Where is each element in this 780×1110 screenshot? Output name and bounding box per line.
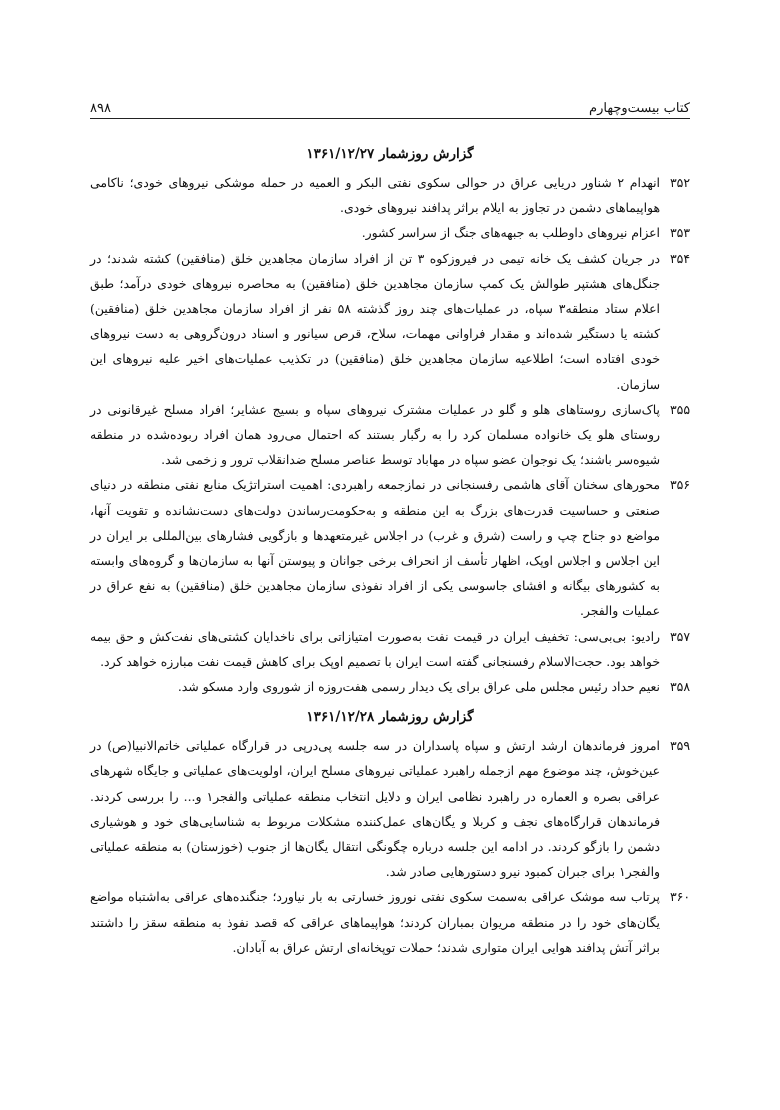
entry-number: ۳۵۷: [670, 628, 690, 644]
entry-number: ۳۵۳: [670, 225, 690, 241]
report-entry: [90, 472, 690, 623]
report-section: [90, 146, 690, 699]
entry-text: نعیم حداد رئیس مجلس ملی عراق برای یک دیدار رسمی هفت‌روزه از شوروی وارد مسکو شد.: [177, 679, 660, 695]
report-entry: [90, 170, 690, 220]
entry-number: ۳۶۰: [670, 889, 690, 905]
entry-text: امروز فرماندهان ارشد ارتش و سپاه پاسداران در سه جلسه پی‌درپی در قرارگاه عملیاتی خاتم‌الانبیا(ص) در عین‌خوش، چند موضوع مهم ازجمله راهبرد عملیاتی نیروهای مسلح ایران، اولویت‌های عملیاتی و جایگاه شهرهای عراقی بصره و العماره در راهبرد نظامی ایران و دلایل انتخاب منطقه عملیاتی والفجر۱ و... را بررسی کردند. فرماندهان قرارگاه‌های نجف و کربلا و یگان‌های عمل‌کننده مشکلات مربوط به شناسایی‌های خود و هوشیاری دشمن را بازگو کردند. در ادامه این جلسه درباره چگونگی انتقال یگان‌ها از جنوب (خوزستان) به منطقه عملیاتی والفجر۱ برای جبران کمبود نیرو دستورهایی صادر شد.: [90, 738, 660, 880]
report-entry: [90, 884, 690, 960]
entry-number: ۳۵۸: [670, 679, 690, 695]
entry-text: پاک‌سازی روستاهای هلو و گلو در عملیات مشترک نیروهای سپاه و بسیج عشایر؛ افراد مسلح غیرقانونی در روستای هلو یک خانواده مسلمان کرد را به رگبار بستند که احتمال می‌رود همان افراد ربوده‌شده در منطقه شیوه‌سر باشند؛ یک نوجوان عضو سپاه در مهاباد توسط عناصر مسلح ضدانقلاب ترور و زخمی شد.: [90, 401, 660, 468]
entry-number: ۳۵۲: [670, 175, 690, 190]
report-section: [90, 709, 690, 960]
report-entry: [90, 246, 690, 397]
entry-number: ۳۵۹: [670, 738, 690, 754]
section-date-heading: گزارش روزشمار ۱۳۶۱/۱۲/۲۷: [306, 146, 474, 162]
page-content: [90, 146, 690, 960]
entry-text: پرتاب سه موشک عراقی به‌سمت سکوی نفتی نوروز خسارتی به بار نیاورد؛ جنگنده‌های عراقی به‌اشتباه مواضع یگان‌های خود را در منطقه مریوان بمباران کردند؛ هواپیماهای عراقی که قصد نفوذ به منطقه سقز را داشتند براثر آتش پدافند هوایی ایران متواری شدند؛ حملات توپخانه‌ای ارتش عراق به آبادان.: [90, 889, 660, 955]
page-number: ۸۹۸: [90, 101, 111, 116]
entry-number: ۳۵۶: [670, 477, 690, 493]
report-entry: [90, 220, 690, 245]
report-entry: [90, 674, 690, 699]
entry-text: محورهای سخنان آقای هاشمی رفسنجانی در نمازجمعه راهبردی: اهمیت استراتژیک منابع نفتی منطقه در دنیای صنعتی و حساسیت قدرت‌های بزرگ به این منطقه و به‌حکومت‌رساندن دولت‌های دست‌نشانده و تقویت آنها، مواضع دو جناح چپ و راست (شرق و غرب) در اجلاس غیرمتعهدها و بازگویی فشارهای بین‌المللی بر ایران در این اجلاس و اجلاس اوپک، اظهار تأسف از انحراف برخی جوانان و پیوستن آنها به سازمان‌ها و گروه‌های وابسته به کشورهای بیگانه و افشای جاسوسی یکی از افراد نفوذی سازمان مجاهدین خلق (منافقین) به نفع عراق در عملیات والفجر.: [90, 477, 660, 619]
entry-text: رادیو: بی‌بی‌سی: تخفیف ایران در قیمت نفت به‌صورت امتیازاتی برای ناخدایان کشتی‌های نفت‌کش و حق بیمه خواهد بود. حجت‌الاسلام رفسنجانی گفته است ایران با تصمیم اوپک برای کاهش قیمت نفت مبارزه خواهد کرد.: [90, 628, 660, 669]
entry-number: ۳۵۵: [670, 401, 690, 417]
entry-text: انهدام ۲ شناور دریایی عراق در حوالی سکوی نفتی البکر و العمیه در حمله موشکی نیروهای خودی؛ ناکامی هواپیماهای دشمن در تجاوز به ایلام براثر پدافند نیروهای خودی.: [90, 175, 660, 216]
entry-number: ۳۵۴: [670, 250, 690, 266]
section-date-heading: گزارش روزشمار ۱۳۶۱/۱۲/۲۸: [306, 709, 474, 726]
entry-text: اعزام نیروهای داوطلب به جبهه‌های جنگ از سراسر کشور.: [361, 225, 660, 241]
report-entry: [90, 624, 690, 674]
book-title: کتاب بیست‌وچهارم: [589, 101, 690, 116]
entry-text: در جریان کشف یک خانه تیمی در فیروزکوه ۳ تن از افراد سازمان مجاهدین خلق (منافقین) کشته شدند؛ در جنگل‌های هشتپر طوالش یک کمپ سازمان مجاهدین خلق (منافقین) به محاصره نیروهای خودی درآمد؛ طبق اعلام ستاد منطقه۳ سپاه، در عملیات‌های چند روز گذشته ۵۸ نفر از افراد سازمان مجاهدین خلق (منافقین) کشته یا دستگیر شده‌اند و مقدار فراوانی مهمات، سلاح، قرص سیانور و اسناد درون‌گروهی به دست نیروهای خودی افتاده است؛ اطلاعیه سازمان مجاهدین خلق (منافقین) در تکذیب عملیات‌های اخیر علیه نیروهای این سازمان.: [90, 250, 660, 392]
running-header: [90, 90, 690, 119]
report-entry: [90, 397, 690, 473]
report-entry: [90, 733, 690, 884]
